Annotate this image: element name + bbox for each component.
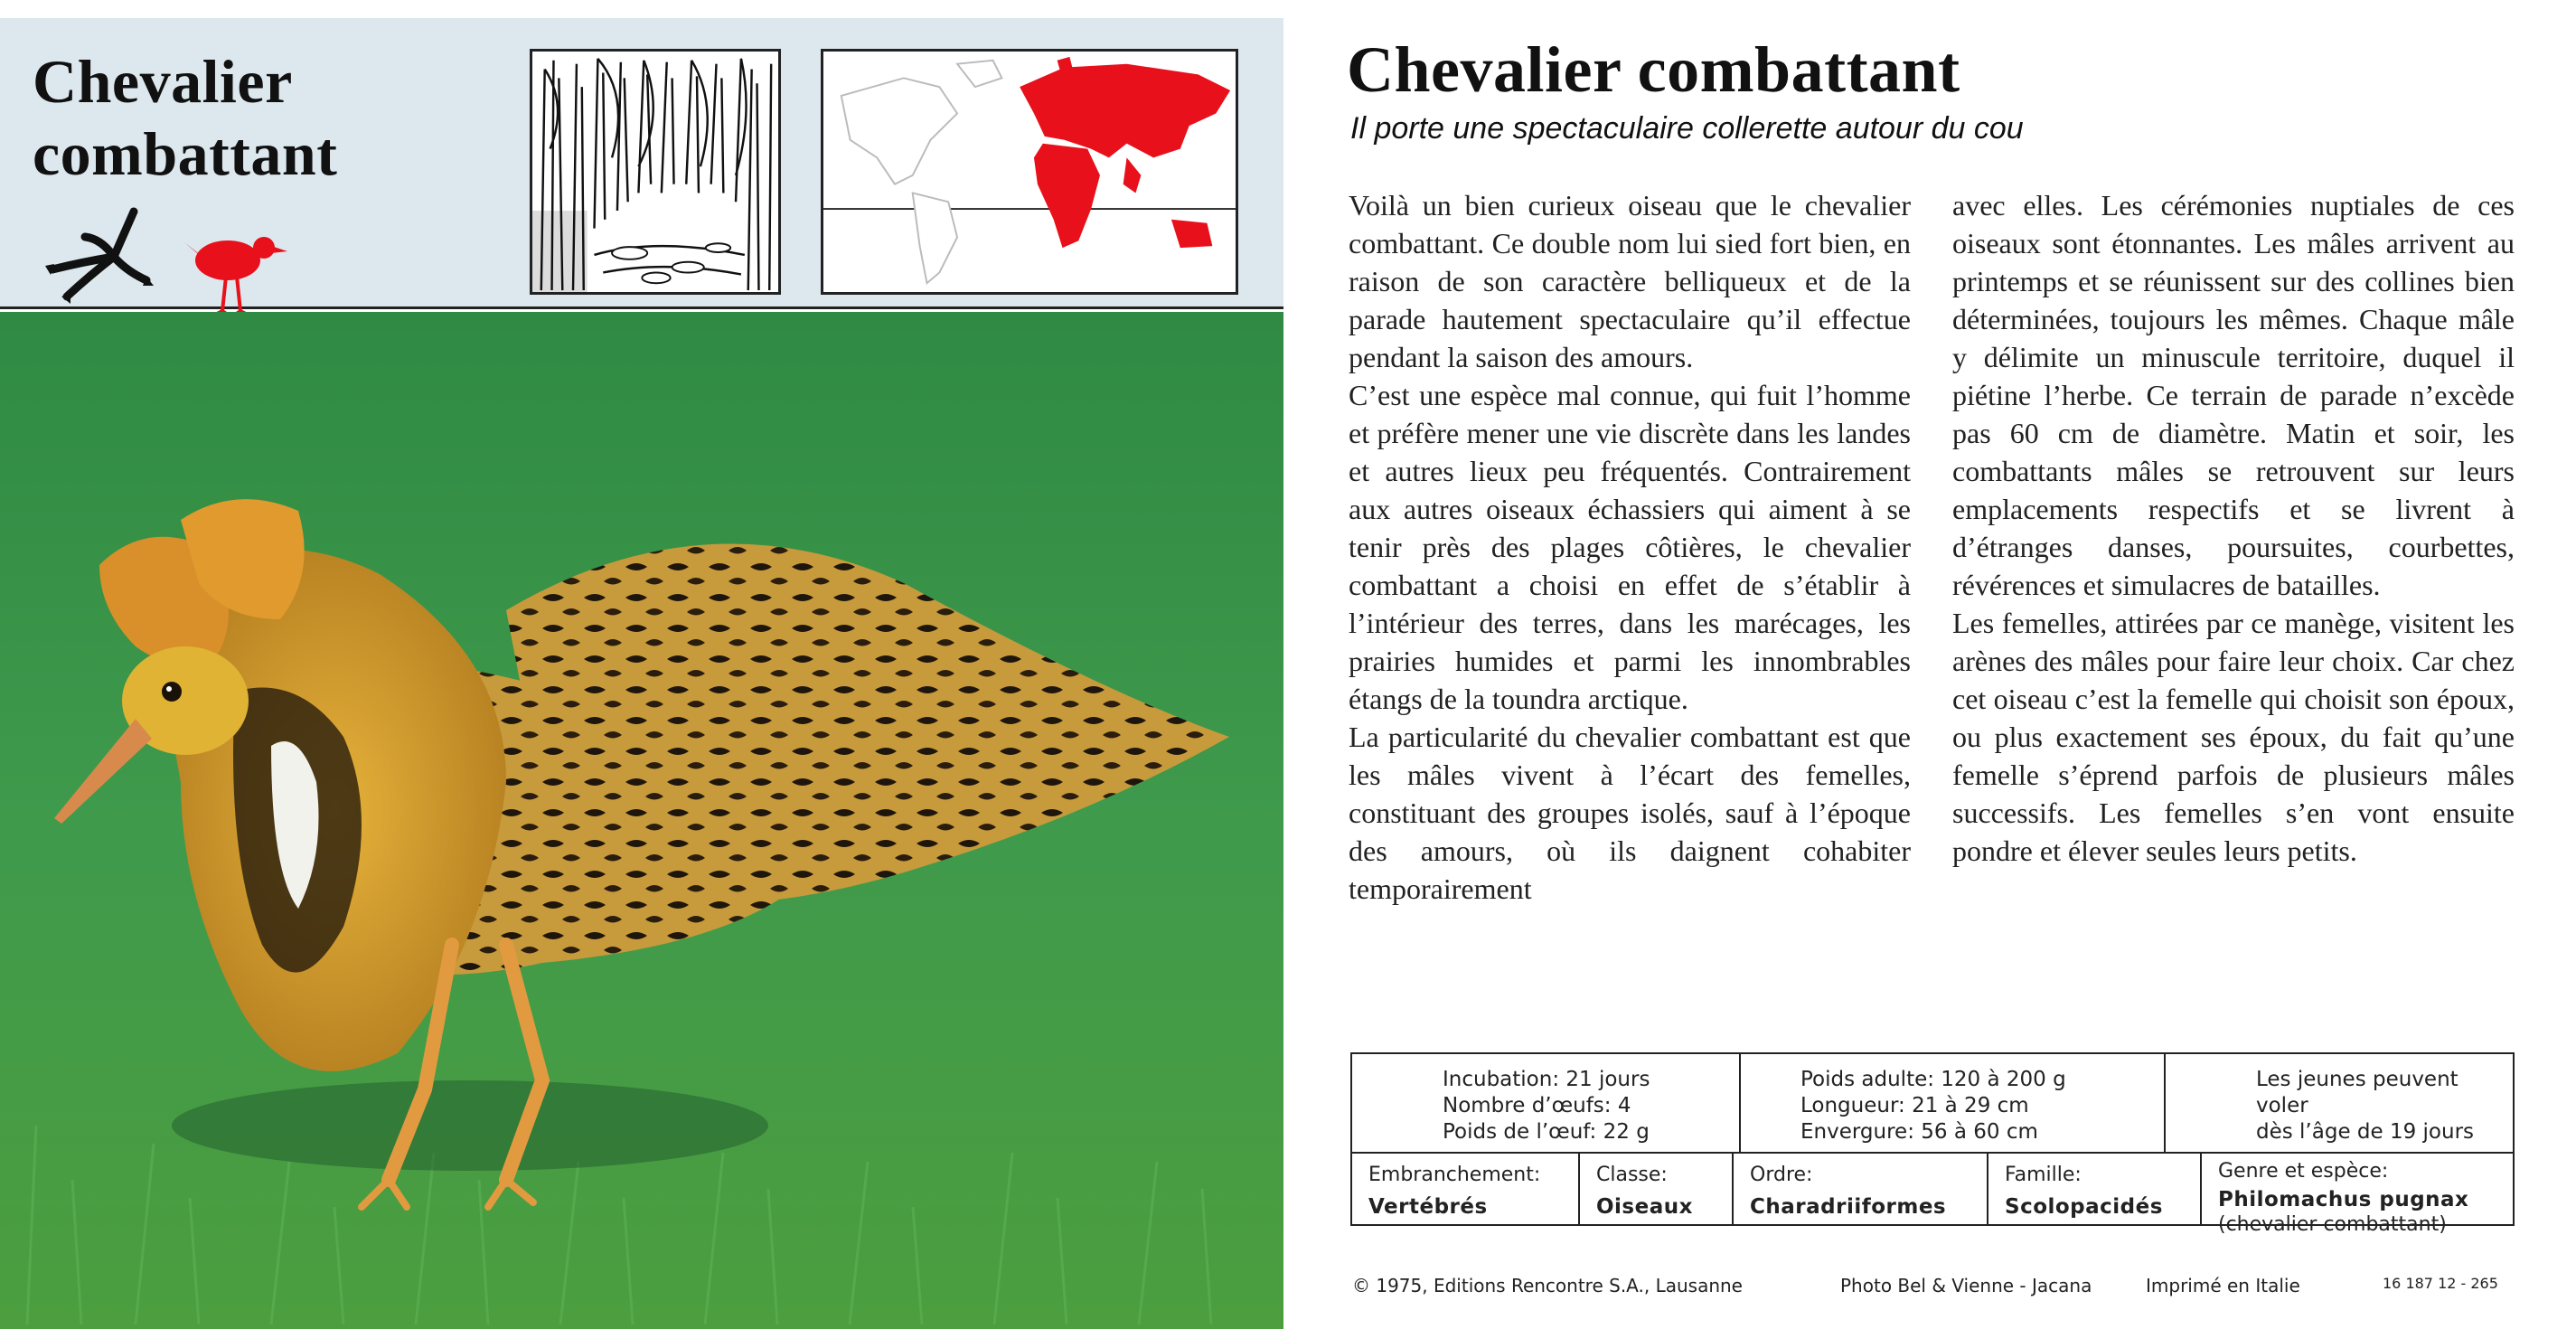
order-value: Charadriiformes (1750, 1195, 1947, 1219)
egg-count-fact: Nombre d’œufs: 4 (1443, 1094, 1631, 1117)
wingspan-fact: Envergure: 56 à 60 cm (1800, 1120, 2038, 1144)
species-common-name: (chevalier combattant) (2218, 1213, 2447, 1236)
order-label: Ordre: (1750, 1164, 1813, 1186)
young-fact-line1: Les jeunes peuvent voler (2256, 1068, 2458, 1117)
family-label: Famille: (2005, 1164, 2082, 1186)
length-fact: Longueur: 21 à 29 cm (1800, 1094, 2029, 1117)
claw-icon (27, 206, 163, 315)
class-label: Classe: (1596, 1164, 1668, 1186)
paragraph-habitat: C’est une espèce mal connue, qui fuit l’homme et préfère mener une vie discrète dans les landes et autres lieux peu fréquentés. Contrairement aux autres oiseaux échassiers qui aiment à se tenir près des plages côtières, le chevalier combattant a choisi en effet de s’établir à l’intérieur des terres, dans les marécages, les prairies humides et parmi les innombrables étangs de la toundra arctique. (1349, 379, 1911, 715)
text-column-left (1349, 186, 1911, 908)
phylum-cell (1352, 1154, 1580, 1226)
card-title (33, 45, 503, 190)
printed-in: Imprimé en Italie (2146, 1275, 2300, 1296)
measurements-cell (1741, 1054, 2166, 1154)
fledging-cell (2166, 1054, 2515, 1154)
facts-table (1350, 1052, 2515, 1236)
egg-weight-fact: Poids de l’œuf: 22 g (1443, 1120, 1650, 1144)
ruff-photo (0, 312, 1283, 1329)
breeding-facts-cell (1352, 1054, 1741, 1154)
copyright-text: © 1975, Editions Rencontre S.A., Lausanne (1352, 1275, 1743, 1296)
species-cell (2202, 1154, 2515, 1236)
wading-bird-icon (181, 210, 289, 318)
classification-row (1352, 1154, 2513, 1236)
family-cell (1988, 1154, 2202, 1226)
photo-credit: Photo Bel & Vienne - Jacana (1840, 1275, 2092, 1296)
class-value: Oiseaux (1596, 1195, 1693, 1219)
young-fact-line2: dès l’âge de 19 jours (2256, 1120, 2475, 1144)
card-code: 16 187 12 - 265 (2383, 1275, 2498, 1292)
text-column-right (1952, 186, 2515, 870)
order-cell (1734, 1154, 1988, 1226)
paragraph-females: Les femelles, attirées par ce manège, visitent les arènes des mâles pour faire leur choix. Car chez cet oiseau c’est la femelle qui choisit son époux, ou plus exactement ses époux, du fait qu’une femelle s’éprend parfois de plusieurs mâles successifs. Les femelles s’en vont ensuite pondre et élever seules leurs petits. (1952, 607, 2515, 867)
identification-card-back (1283, 0, 2576, 1329)
world-range-map (821, 49, 1238, 295)
class-cell (1580, 1154, 1734, 1226)
paragraph-behavior-start: La particularité du chevalier combattant est que les mâles vivent à l’écart des femelles, constituant des groupes isolés, sauf à l’époque des amours, où ils daignent cohabiter temporairement (1349, 721, 1911, 905)
phylum-label: Embranchement: (1368, 1164, 1541, 1186)
marsh-habitat-drawing (530, 49, 781, 295)
facts-row (1352, 1054, 2513, 1154)
adult-weight-fact: Poids adulte: 120 à 200 g (1800, 1068, 2066, 1091)
incubation-fact: Incubation: 21 jours (1443, 1068, 1650, 1091)
species-label: Genre et espèce: (2218, 1160, 2389, 1183)
identification-card-front (0, 0, 1283, 1329)
page-title: Chevalier combattant (1347, 33, 1960, 106)
family-value: Scolopacidés (2005, 1195, 2163, 1219)
phylum-value: Vertébrés (1368, 1195, 1488, 1219)
page-subtitle: Il porte une spectaculaire collerette autour du cou (1350, 111, 2024, 146)
card-footer (1352, 1275, 2518, 1302)
species-value: Philomachus pugnax (2218, 1188, 2469, 1211)
title-line-1: Chevalier (33, 47, 293, 116)
paragraph-intro: Voilà un bien curieux oiseau que le chevalier combattant. Ce double nom lui sied fort bien, en raison de son caractère belliqueux et de la parade hautement spectaculaire qu’il effectue pendant la saison des amours. (1349, 189, 1911, 373)
card-header (0, 18, 1283, 309)
title-line-2: combattant (33, 119, 338, 188)
paragraph-behavior-continued: avec elles. Les cérémonies nuptiales de ces oiseaux sont étonnantes. Les mâles arrivent au printemps et se réunissent sur des collines bien déterminées, toujours les mêmes. Chaque mâle y délimite un minuscule territoire, duquel il piétine l’herbe. Ce terrain de parade n’excède pas 60 cm de diamètre. Matin et soir, les combattants mâles se retrouvent sur leurs emplacements respectifs et se livrent à d’étranges danses, poursuites, courbettes, révérences et simulacres de batailles. (1952, 189, 2515, 601)
